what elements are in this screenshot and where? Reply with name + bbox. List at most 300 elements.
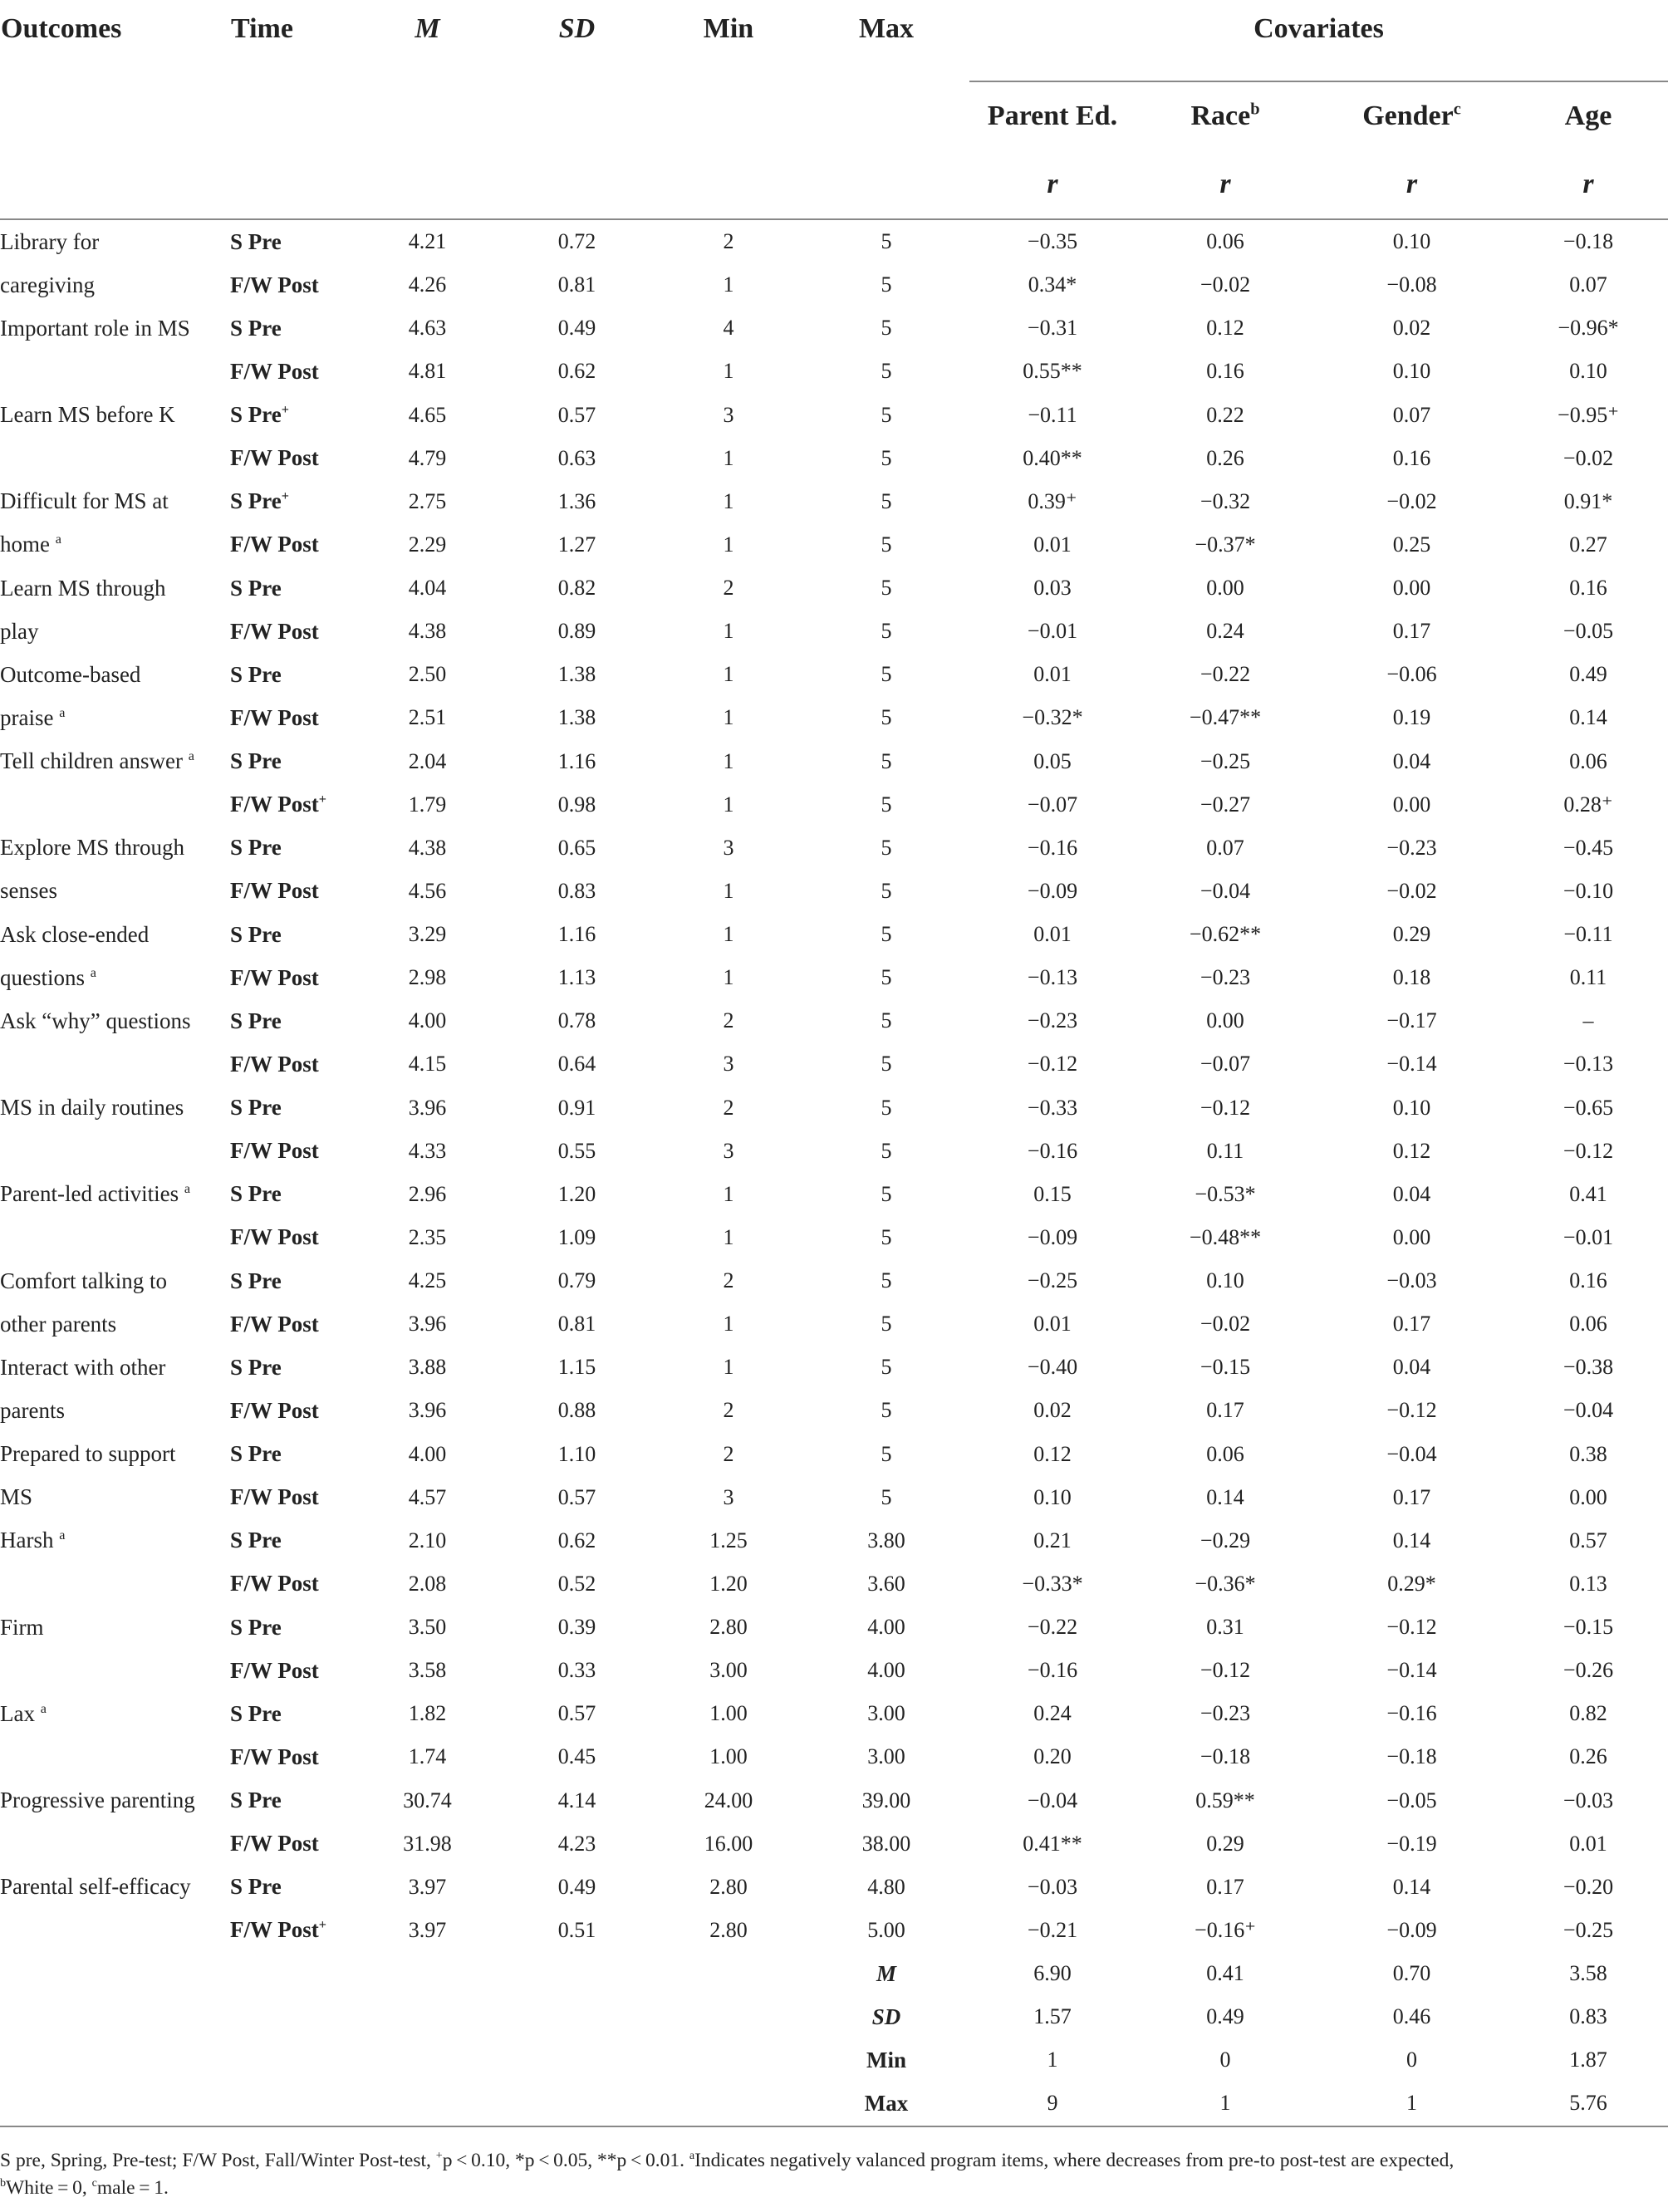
parent-ed-r-cell	[969, 1389, 1136, 1432]
min-cell	[654, 480, 803, 523]
outcome-cell-text: Comfort talking to	[0, 1268, 167, 1293]
time-cell	[230, 1433, 355, 1476]
header-max: Max	[858, 13, 915, 44]
mean-cell	[355, 1692, 500, 1735]
gender-r-cell-text: 0.17	[1392, 1484, 1431, 1509]
min-cell-text: 2.80	[709, 1917, 748, 1942]
parent-ed-r-cell	[969, 1086, 1136, 1130]
age-r-cell	[1509, 566, 1668, 610]
mean-cell-text: 2.29	[408, 532, 447, 557]
age-r-cell	[1509, 696, 1668, 739]
max-cell	[803, 307, 969, 350]
mean-cell-text: 4.38	[408, 619, 447, 644]
outcome-cell-text: Learn MS before K	[0, 402, 175, 428]
mean-cell	[355, 740, 500, 783]
mean-cell-text: 4.15	[408, 1052, 447, 1077]
age-r-cell-text: 0.14	[1569, 705, 1607, 730]
table-row	[0, 1519, 1668, 1562]
table-row	[0, 307, 1668, 350]
max-cell	[803, 1173, 969, 1216]
race-r-cell-text: −0.47**	[1189, 705, 1262, 730]
min-cell	[654, 1130, 803, 1173]
table-row	[0, 1476, 1668, 1519]
time-cell-text: S Pre	[230, 1700, 282, 1726]
time-cell	[230, 1476, 355, 1519]
min-cell-text: 3	[723, 1138, 734, 1163]
max-cell	[803, 263, 969, 307]
max-cell	[803, 913, 969, 956]
outcome-sup: a	[55, 532, 61, 547]
header-covariates: Covariates	[969, 0, 1668, 81]
race-r-cell	[1136, 437, 1315, 480]
parent-ed-r-cell	[969, 696, 1136, 739]
parent-ed-r-cell-text: −0.04	[1027, 1788, 1078, 1812]
race-r-cell	[1136, 1130, 1315, 1173]
gender-r-cell-text: −0.23	[1386, 835, 1437, 860]
min-cell-text: 2	[723, 1268, 734, 1293]
mean-cell-text: 2.10	[408, 1528, 447, 1552]
race-r-cell	[1136, 1433, 1315, 1476]
race-r-cell	[1136, 219, 1315, 263]
sd-cell-text: 0.49	[557, 316, 596, 341]
min-cell	[654, 913, 803, 956]
outcome-cell	[0, 219, 230, 263]
header-row-1	[0, 0, 1668, 81]
mean-cell-text: 31.98	[403, 1831, 452, 1856]
outcome-cell-text: MS	[0, 1484, 33, 1510]
min-cell	[654, 1042, 803, 1086]
sd-cell	[500, 566, 654, 610]
table-row	[0, 1173, 1668, 1216]
gender-r-cell	[1315, 1866, 1509, 1909]
table-row	[0, 566, 1668, 610]
age-r-cell	[1509, 1692, 1668, 1735]
sd-cell-text: 0.62	[557, 1528, 596, 1552]
gender-r-cell	[1315, 783, 1509, 826]
footnote-text: male = 1.	[96, 2177, 169, 2199]
age-r-cell-text: −0.65	[1563, 1095, 1614, 1120]
age-r-cell-text: −0.05	[1563, 619, 1614, 644]
gender-r-cell-text: 0.04	[1392, 1355, 1431, 1380]
min-cell	[654, 394, 803, 437]
gender-r-cell	[1315, 1735, 1509, 1778]
max-cell-text: 5	[881, 1095, 892, 1120]
sd-cell-text: 1.36	[557, 488, 596, 513]
empty-cell	[0, 2082, 230, 2126]
age-r-cell	[1509, 1476, 1668, 1519]
gender-r-cell	[1315, 566, 1509, 610]
time-sup: +	[318, 792, 326, 807]
min-cell-text: 1	[723, 619, 734, 644]
min-cell-text: 1.00	[709, 1701, 748, 1726]
race-r-cell	[1136, 1562, 1315, 1606]
time-cell-text: S Pre	[230, 1095, 282, 1121]
sd-cell	[500, 523, 654, 566]
max-cell	[803, 1302, 969, 1346]
header-gender-sup: c	[1453, 100, 1461, 119]
gender-r-cell	[1315, 696, 1509, 739]
age-r-cell-text: −0.04	[1563, 1398, 1614, 1423]
gender-r-cell	[1315, 1259, 1509, 1302]
outcome-cell	[0, 1173, 230, 1216]
outcome-cell-text: Interact with other	[0, 1354, 166, 1380]
outcome-cell	[0, 1822, 230, 1866]
max-cell-text: 5	[881, 402, 892, 427]
gender-r-cell-text: −0.19	[1386, 1831, 1437, 1856]
gender-r-cell	[1315, 826, 1509, 870]
sd-cell-text: 0.79	[557, 1268, 596, 1293]
race-r-cell	[1136, 1692, 1315, 1735]
parent-ed-r-cell	[969, 394, 1136, 437]
gender-r-cell	[1315, 1216, 1509, 1259]
mean-cell-text: 2.50	[408, 662, 447, 687]
parent-ed-r-cell-text: −0.25	[1027, 1268, 1078, 1293]
parent-ed-r-cell-text: −0.31	[1027, 316, 1078, 341]
gender-r-cell-text: 0.02	[1392, 316, 1431, 341]
age-r-cell-text: −0.15	[1563, 1615, 1614, 1640]
min-cell	[654, 1606, 803, 1649]
time-cell	[230, 610, 355, 653]
gender-r-cell-text: −0.17	[1386, 1008, 1437, 1033]
empty-cell	[654, 2038, 803, 2082]
gender-r-cell	[1315, 1302, 1509, 1346]
table-row	[0, 1216, 1668, 1259]
age-r-cell-text: −0.12	[1563, 1138, 1614, 1163]
mean-cell	[355, 1519, 500, 1562]
parent-ed-r-cell-text: 0.01	[1033, 662, 1072, 687]
age-r-cell-text: −0.95⁺	[1558, 402, 1619, 427]
gender-r-cell-text: −0.04	[1386, 1441, 1437, 1466]
outcome-cell	[0, 1692, 230, 1735]
summary-label	[803, 2082, 969, 2126]
parent-ed-r-cell-text: −0.40	[1027, 1355, 1078, 1380]
max-cell-text: 5	[881, 1138, 892, 1163]
parent-ed-r-cell-text: 0.21	[1033, 1528, 1072, 1552]
empty-cell	[500, 2038, 654, 2082]
outcome-cell-text: caregiving	[0, 272, 95, 297]
time-cell-text: S Pre	[230, 748, 282, 774]
footnote-line-1	[0, 2147, 1668, 2175]
parent-ed-r-cell	[969, 219, 1136, 263]
footnote-plus-mark: +	[435, 2149, 443, 2163]
gender-r-cell-text: 0.10	[1392, 359, 1431, 384]
parent-ed-r-cell	[969, 1042, 1136, 1086]
time-cell-text: S Pre	[230, 661, 282, 687]
time-sup: +	[281, 402, 289, 418]
time-cell-text: S Pre	[230, 1181, 282, 1207]
footnote-line-2	[0, 2175, 1668, 2202]
mean-cell-text: 4.21	[408, 229, 447, 254]
min-cell-text: 1	[723, 965, 734, 990]
mean-cell-text: 2.35	[408, 1224, 447, 1249]
sd-cell-text: 0.88	[557, 1398, 596, 1423]
time-cell	[230, 1649, 355, 1692]
gender-r-cell	[1315, 999, 1509, 1042]
table-row	[0, 437, 1668, 480]
empty-cell	[654, 1952, 803, 1995]
sd-cell	[500, 1519, 654, 1562]
race-r-cell-text: 0.10	[1206, 1268, 1244, 1293]
gender-summary-cell	[1315, 1952, 1509, 1995]
min-cell	[654, 1909, 803, 1952]
min-cell-text: 1	[723, 1224, 734, 1249]
parent-ed-r-cell	[969, 653, 1136, 696]
min-cell-text: 2	[723, 576, 734, 601]
parent-ed-r-cell-text: 0.01	[1033, 532, 1072, 557]
age-r-cell-text: 0.49	[1569, 662, 1607, 687]
max-cell-text: 3.00	[867, 1701, 905, 1726]
table-row	[0, 783, 1668, 826]
race-r-cell	[1136, 1259, 1315, 1302]
outcome-sup: a	[90, 964, 96, 980]
age-r-cell	[1509, 1779, 1668, 1822]
max-cell	[803, 523, 969, 566]
min-cell-text: 2.80	[709, 1615, 748, 1640]
gender-r-cell	[1315, 1042, 1509, 1086]
time-cell	[230, 1822, 355, 1866]
header-age-label: Age	[1564, 101, 1612, 131]
min-cell-text: 24.00	[704, 1788, 753, 1812]
gender-r-cell	[1315, 1649, 1509, 1692]
sd-cell	[500, 696, 654, 739]
summary-label	[803, 1995, 969, 2038]
table-row	[0, 826, 1668, 870]
outcome-cell-text: questions	[0, 964, 86, 990]
gender-r-cell-text: 0.14	[1392, 1874, 1431, 1899]
empty-cell	[355, 1952, 500, 1995]
outcome-cell-text: praise	[0, 704, 54, 730]
age-r-cell-text: −0.03	[1563, 1788, 1614, 1812]
gender-r-cell	[1315, 1086, 1509, 1130]
table-row	[0, 1042, 1668, 1086]
mean-cell-text: 1.82	[408, 1701, 447, 1726]
table-row	[0, 1086, 1668, 1130]
outcome-cell	[0, 1779, 230, 1822]
empty-cell	[654, 1995, 803, 2038]
empty-cell	[355, 1995, 500, 2038]
sd-cell	[500, 783, 654, 826]
age-r-cell	[1509, 1519, 1668, 1562]
age-r-cell-text: 0.11	[1569, 965, 1607, 990]
parent-ed-summary-cell-text: 1.57	[1033, 2004, 1072, 2029]
time-cell	[230, 1173, 355, 1216]
time-cell	[230, 1606, 355, 1649]
sd-cell	[500, 1866, 654, 1909]
outcome-sup: a	[59, 704, 66, 720]
gender-r-cell	[1315, 437, 1509, 480]
max-cell	[803, 956, 969, 999]
outcome-cell-text: Explore MS through	[0, 835, 184, 861]
max-cell-text: 5	[881, 965, 892, 990]
outcome-cell	[0, 566, 230, 610]
sd-cell	[500, 263, 654, 307]
table-body	[0, 219, 1668, 2127]
time-cell	[230, 999, 355, 1042]
max-cell	[803, 1562, 969, 1606]
sd-cell	[500, 1086, 654, 1130]
time-cell-text: F/W Post	[230, 704, 319, 730]
mean-cell	[355, 263, 500, 307]
time-cell-text: F/W Post	[230, 1051, 319, 1077]
summary-row	[0, 1952, 1668, 1995]
age-r-cell	[1509, 783, 1668, 826]
race-summary-cell	[1136, 1952, 1315, 1995]
sd-cell-text: 0.57	[557, 1484, 596, 1509]
parent-ed-r-cell-text: 0.41**	[1023, 1831, 1082, 1856]
time-sup: +	[281, 488, 289, 504]
mean-cell-text: 4.26	[408, 272, 447, 297]
age-r-cell	[1509, 350, 1668, 393]
sd-cell	[500, 826, 654, 870]
time-cell-text: F/W Post	[230, 964, 319, 990]
gender-r-cell-text: 0.04	[1392, 1181, 1431, 1206]
footnote-c-mark: c	[91, 2176, 97, 2190]
gender-r-cell-text: 0.17	[1392, 619, 1431, 644]
mean-cell-text: 2.51	[408, 705, 447, 730]
gender-r-cell	[1315, 1692, 1509, 1735]
race-r-cell	[1136, 913, 1315, 956]
max-cell	[803, 480, 969, 523]
parent-ed-r-cell-text: 0.34*	[1028, 272, 1077, 297]
parent-ed-r-cell-text: −0.32*	[1022, 705, 1083, 730]
outcome-cell	[0, 913, 230, 956]
min-cell	[654, 1735, 803, 1778]
max-cell-text: 5	[881, 1355, 892, 1380]
max-cell-text: 4.00	[867, 1658, 905, 1683]
max-cell	[803, 1130, 969, 1173]
sd-cell	[500, 437, 654, 480]
outcome-cell-text: Lax	[0, 1700, 35, 1726]
age-r-cell	[1509, 1433, 1668, 1476]
gender-r-cell-text: 0.07	[1392, 402, 1431, 427]
parent-ed-r-cell-text: −0.11	[1028, 402, 1077, 427]
sd-cell	[500, 1433, 654, 1476]
max-cell	[803, 1042, 969, 1086]
outcome-cell	[0, 999, 230, 1042]
parent-ed-r-cell-text: −0.09	[1027, 878, 1078, 903]
min-cell	[654, 1692, 803, 1735]
outcome-cell	[0, 1649, 230, 1692]
table-row	[0, 219, 1668, 263]
time-cell	[230, 870, 355, 913]
time-cell-text: S Pre	[230, 402, 282, 428]
sd-cell-text: 0.81	[557, 1312, 596, 1337]
race-r-cell	[1136, 1735, 1315, 1778]
gender-r-cell-text: −0.08	[1386, 272, 1437, 297]
min-cell-text: 1	[723, 532, 734, 557]
footnote-text: S pre, Spring, Pre-test; F/W Post, Fall/Winter Post-test,	[0, 2150, 436, 2171]
max-cell-text: 5	[881, 576, 892, 601]
parent-ed-r-cell-text: −0.16	[1027, 835, 1078, 860]
time-cell-text: F/W Post	[230, 1657, 319, 1683]
race-r-cell-text: −0.23	[1199, 1701, 1251, 1726]
mean-cell	[355, 219, 500, 263]
age-r-cell-text: 0.26	[1569, 1744, 1607, 1769]
sd-cell	[500, 1649, 654, 1692]
mean-cell	[355, 870, 500, 913]
gender-r-cell	[1315, 1173, 1509, 1216]
outcome-cell	[0, 1866, 230, 1909]
race-r-cell-text: −0.23	[1199, 965, 1251, 990]
parent-ed-r-cell	[969, 1433, 1136, 1476]
sd-cell	[500, 219, 654, 263]
age-r-cell-text: –	[1582, 1008, 1594, 1033]
race-r-cell	[1136, 1302, 1315, 1346]
time-cell-text: F/W Post	[230, 272, 319, 297]
mean-cell-text: 4.04	[408, 576, 447, 601]
gender-r-cell	[1315, 1606, 1509, 1649]
outcome-cell	[0, 783, 230, 826]
parent-ed-r-cell-text: −0.33*	[1022, 1571, 1083, 1596]
outcome-cell	[0, 1519, 230, 1562]
parent-ed-r-cell-text: 0.15	[1033, 1181, 1072, 1206]
time-cell	[230, 566, 355, 610]
header-r: r	[1219, 169, 1231, 199]
outcome-cell-text: Parent-led activities	[0, 1181, 179, 1207]
max-cell-text: 5	[881, 1441, 892, 1466]
max-cell-text: 5	[881, 229, 892, 254]
mean-cell	[355, 696, 500, 739]
max-cell-text: 5	[881, 445, 892, 470]
age-r-cell	[1509, 307, 1668, 350]
age-r-cell-text: 0.38	[1569, 1441, 1607, 1466]
outcome-cell-text: play	[0, 618, 39, 644]
sd-cell-text: 0.62	[557, 359, 596, 384]
race-r-cell-text: −0.36*	[1195, 1571, 1256, 1596]
race-r-cell-text: 0.16	[1206, 359, 1244, 384]
parent-ed-r-cell-text: −0.13	[1027, 965, 1078, 990]
max-cell-text: 5	[881, 1312, 892, 1337]
age-r-cell-text: 0.57	[1569, 1528, 1607, 1552]
max-cell	[803, 1822, 969, 1866]
parent-ed-r-cell	[969, 1866, 1136, 1909]
race-r-cell-text: 0.12	[1206, 316, 1244, 341]
mean-cell	[355, 653, 500, 696]
max-cell	[803, 566, 969, 610]
outcome-sup: a	[184, 1181, 191, 1197]
gender-r-cell-text: 0.04	[1392, 748, 1431, 773]
sd-cell	[500, 1476, 654, 1519]
outcome-sup: a	[188, 748, 194, 764]
min-cell-text: 3.00	[709, 1658, 748, 1683]
parent-ed-r-cell-text: 0.20	[1033, 1744, 1072, 1769]
time-cell	[230, 1779, 355, 1822]
time-cell-text: F/W Post	[230, 1138, 319, 1164]
min-cell-text: 2	[723, 1008, 734, 1033]
min-cell-text: 3	[723, 402, 734, 427]
gender-r-cell-text: 0.16	[1392, 445, 1431, 470]
max-cell-text: 4.80	[867, 1874, 905, 1899]
min-cell	[654, 1086, 803, 1130]
time-cell-text: S Pre	[230, 488, 282, 514]
race-r-cell	[1136, 1519, 1315, 1562]
min-cell-text: 3	[723, 1484, 734, 1509]
race-r-cell-text: −0.07	[1199, 1052, 1251, 1077]
race-r-cell	[1136, 999, 1315, 1042]
age-r-cell-text: −0.45	[1563, 835, 1614, 860]
sd-cell-text: 1.16	[557, 748, 596, 773]
parent-ed-r-cell	[969, 1649, 1136, 1692]
sd-cell-text: 1.13	[557, 965, 596, 990]
min-cell-text: 1	[723, 662, 734, 687]
sd-cell-text: 1.20	[557, 1181, 596, 1206]
race-r-cell-text: 0.00	[1206, 1008, 1244, 1033]
table-row	[0, 1649, 1668, 1692]
gender-r-cell	[1315, 394, 1509, 437]
max-cell-text: 3.80	[867, 1528, 905, 1552]
race-r-cell	[1136, 566, 1315, 610]
parent-ed-r-cell	[969, 307, 1136, 350]
